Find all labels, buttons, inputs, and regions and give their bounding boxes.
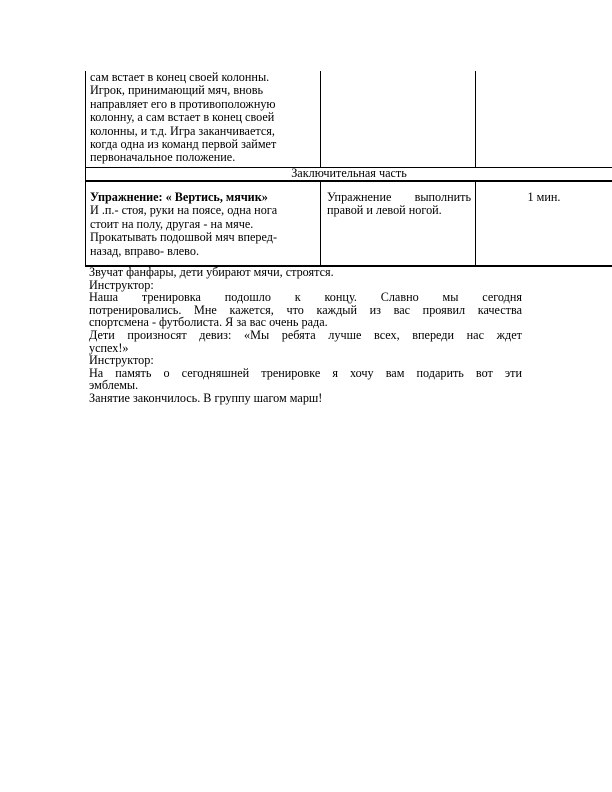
text-line: На память о сегодняшней тренировке я хочу вам подарить вот эти bbox=[89, 365, 522, 380]
row2-duration: 1 мин. bbox=[527, 190, 561, 204]
table-divider-col3 bbox=[475, 71, 476, 167]
text-line: Прокатывать подошвой мяч вперед- bbox=[90, 230, 278, 245]
text-line: Игрок, принимающий мяч, вновь bbox=[90, 83, 264, 98]
text-line: И .п.- стоя, руки на поясе, одна нога bbox=[90, 203, 278, 218]
text-line: колонны, и т.д. Игра заканчивается, bbox=[90, 123, 275, 138]
table-section-top-border bbox=[85, 180, 612, 182]
text-line: спортсмена - футболиста. Я за вас очень рада. bbox=[89, 315, 328, 330]
text-line: Наша тренировка подошло к концу. Славно мы сегодня bbox=[89, 290, 522, 305]
table-divider-col2-bottom bbox=[320, 181, 321, 267]
text-line: когда одна из команд первой займет bbox=[90, 137, 277, 152]
text-line: назад, вправо- влево. bbox=[90, 243, 199, 258]
section-header: Заключительная часть bbox=[291, 166, 407, 180]
text-line: Инструктор: bbox=[89, 277, 154, 292]
row2-instructions bbox=[327, 191, 471, 218]
text-line: успех!» bbox=[89, 340, 129, 355]
table-divider-col2 bbox=[320, 71, 321, 167]
exercise-title: Упражнение: « Вертись, мячик» bbox=[90, 190, 268, 204]
text-line: сам встает в конец своей колонны. bbox=[90, 70, 270, 84]
text-line: эмблемы. bbox=[89, 378, 139, 393]
text-line: стоит на полу, другая - на мяче. bbox=[90, 216, 254, 231]
text-line: Дети произносят девиз: «Мы ребята лучше всех, впереди нас ждет bbox=[89, 327, 522, 342]
body-text bbox=[89, 266, 522, 405]
text-line: правой и левой ногой. bbox=[327, 203, 442, 218]
text-line: потренировались. Мне кажется, что каждый из вас проявил качества bbox=[89, 302, 522, 317]
text-line: Инструктор: bbox=[89, 353, 154, 368]
text-line: направляет его в противоположную bbox=[90, 96, 276, 111]
text-line: колонну, а сам встает в конец своей bbox=[90, 110, 275, 125]
row2-description bbox=[90, 191, 318, 258]
text-line: Упражнение выполнить bbox=[327, 190, 471, 204]
text-line: первоначальное положение. bbox=[90, 150, 236, 165]
text-line: Занятие закончилось. В группу шагом марш! bbox=[89, 390, 323, 405]
row1-description bbox=[90, 71, 316, 165]
text-line: Звучат фанфары, дети убирают мячи, строятся. bbox=[89, 265, 334, 279]
